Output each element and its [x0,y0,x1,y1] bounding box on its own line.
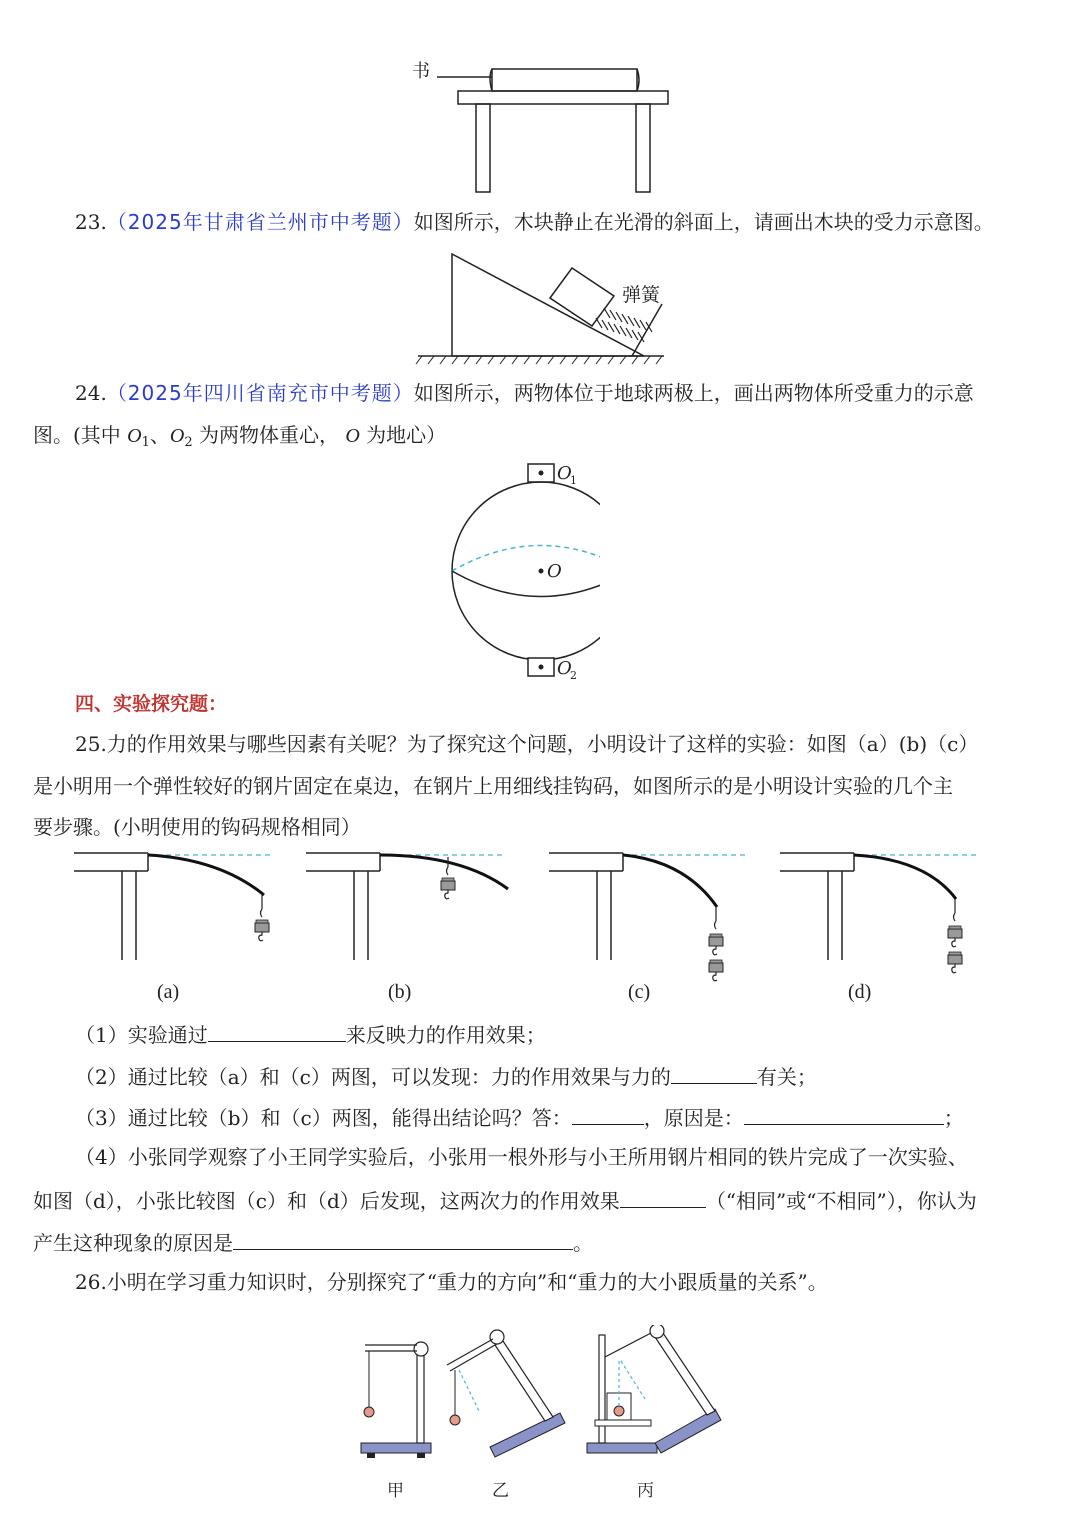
q25-sub2 [75,1061,817,1091]
q25-sub4-line3 [33,1227,593,1257]
setup-yi [447,1330,565,1457]
q25-sub1b: 来反映力的作用效果； [345,1023,546,1047]
q24-text1: 如图所示，两物体位于地球两极上，画出两物体所受重力的示意 [413,381,974,405]
label-o2: O [557,658,572,679]
q24-text2a: 图。(其中 [33,423,121,447]
answer-blank-5[interactable] [620,1185,706,1208]
caption-a: (a) [157,981,180,1003]
caption-b: (b) [388,981,412,1003]
section-title: 四、实验探究题： [75,693,228,715]
caption-jia: 甲 [387,1481,404,1500]
caption-d: (d) [848,981,872,1003]
q25-sub3c: ； [943,1106,964,1130]
answer-blank-4[interactable] [744,1102,944,1125]
book-label: 书 [412,61,430,82]
figure-a [74,853,272,960]
q25-sub4-2b: （“相同”或“不相同”），你认为 [705,1189,977,1213]
spring-label: 弹簧 [622,284,661,306]
q24-number: 24. [75,381,107,405]
q25-line3: 要步骤。(小明使用的钩码规格相同） [33,815,361,839]
caption-bing: 丙 [637,1481,654,1500]
incline-figure [414,248,674,370]
q25-sub3 [75,1102,964,1132]
q24-source: （2025年四川省南充市中考题） [106,381,414,405]
q25-sub4-2a: 如图（d），小张比较图（c）和（d）后发现，这两次力的作用效果 [33,1189,620,1213]
answer-blank-1[interactable] [208,1019,346,1042]
label-o1-sub: 1 [570,474,577,487]
q24-line2 [33,421,446,457]
label-o: O [547,561,562,582]
setup-jia [361,1342,431,1458]
q25-sub1 [75,1019,546,1049]
gravity-direction-figure [355,1325,735,1465]
setup-bing [587,1325,721,1453]
q25-sub2b: 有关； [756,1065,817,1089]
q24-line1 [75,379,974,407]
figure-c [549,853,747,981]
q24-text2c: 为地心） [366,423,447,447]
answer-blank-6[interactable] [233,1227,573,1250]
label-o2-sub: 2 [570,669,577,680]
q24-o1: O [127,425,142,447]
steel-strip-figures [60,845,1020,995]
q25-line1: 25.力的作用效果与哪些因素有关呢？为了探究这个问题，小明设计了这样的实验：如图（a）(b)（c） [75,732,979,756]
answer-blank-3[interactable] [572,1102,644,1125]
q25-sub4-line1: （4）小张同学观察了小王同学实验后，小张用一根外形与小王所用钢片相同的铁片完成了一次实验、 [75,1145,968,1169]
caption-yi: 乙 [492,1481,509,1500]
answer-blank-2[interactable] [671,1061,757,1084]
q23-text: 如图所示，木块静止在光滑的斜面上，请画出木块的受力示意图。 [413,210,994,234]
q25-sub4-3a: 产生这种现象的原因是 [33,1231,233,1255]
q23-source: （2025年甘肃省兰州市中考题） [106,210,414,234]
q25-sub3b: ，原因是： [643,1106,744,1130]
q24-text2b: 为两物体重心， [199,423,339,447]
q24-o: O [345,425,360,447]
q24-sep: 、 [149,423,170,447]
q25-sub4-line2 [33,1185,977,1215]
q23-number: 23. [75,210,107,234]
q23-line [75,208,994,236]
q25-line2: 是小明用一个弹性较好的钢片固定在桌边，在钢片上用细线挂钩码，如图所示的是小明设计实验的几个主 [33,774,953,798]
book-table-figure [400,55,690,200]
q25-sub1a: （1）实验通过 [75,1023,208,1047]
q24-o2-sub: 2 [184,435,193,450]
caption-c: (c) [628,981,651,1003]
q24-o2: O [169,425,185,447]
earth-figure [440,460,600,680]
q25-sub3a: （3）通过比较（b）和（c）两图，能得出结论吗？答： [75,1106,572,1130]
q26-line: 26.小明在学习重力知识时，分别探究了“重力的方向”和“重力的大小跟质量的关系”。 [75,1270,828,1294]
q25-sub2a: （2）通过比较（a）和（c）两图，可以发现：力的作用效果与力的 [75,1065,671,1089]
figure-d [780,853,978,973]
q25-sub4-3b: 。 [573,1231,593,1255]
figure-b [306,853,508,960]
q24-o1-sub: 1 [141,435,150,450]
label-o1: O [557,463,572,484]
